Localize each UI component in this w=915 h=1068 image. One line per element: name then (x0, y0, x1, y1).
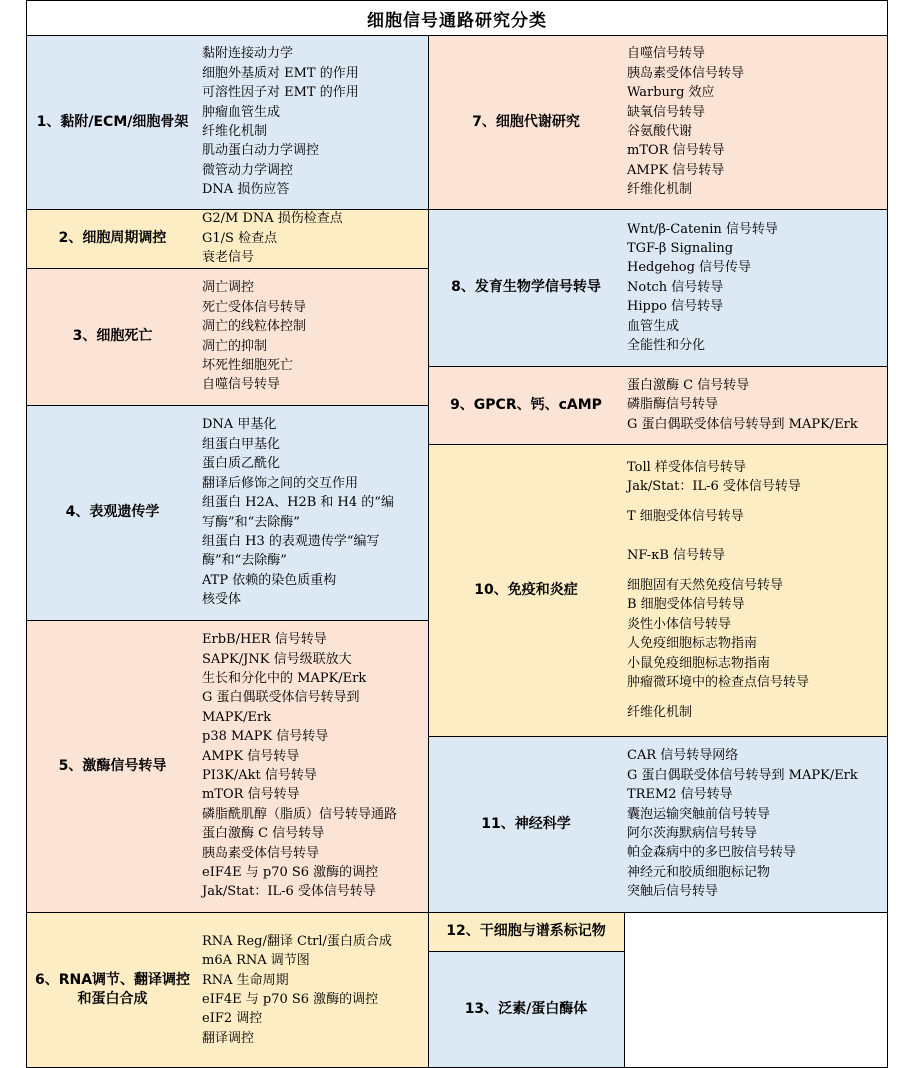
category-items-metabolism (624, 35, 888, 209)
list-item: 黏附连接动力学 (202, 46, 294, 62)
list-item: 人免疫细胞标志物指南 (627, 636, 758, 652)
list-item: RNA Reg/翻译 Ctrl/蛋白质合成 (202, 933, 392, 949)
empty-cell (624, 912, 888, 1068)
list-item: 细胞外基质对 EMT 的作用 (202, 65, 359, 81)
list-item: B 细胞受体信号转导 (627, 597, 745, 613)
list-item: TREM2 信号转导 (627, 787, 733, 803)
list-item: 衰老信号 (202, 250, 255, 266)
list-item: 自噬信号转导 (627, 46, 706, 62)
category-items-epigenetics (199, 405, 428, 620)
list-item: 凋亡的抑制 (202, 338, 268, 354)
category-label-cell-cycle: 2、细胞周期调控 (26, 209, 199, 268)
category-label-metabolism: 7、细胞代谢研究 (428, 35, 624, 209)
list-item: DNA 损伤应答 (202, 182, 290, 198)
list-item: 核受体 (202, 592, 242, 608)
list-item: RNA 生命周期 (202, 972, 289, 988)
list-item: 纤维化机制 (202, 124, 268, 139)
list-item: 肌动蛋白动力学调控 (202, 143, 320, 159)
list-item: Jak/Stat：IL-6 受体信号转导 (627, 479, 801, 495)
list-item: PI3K/Akt 信号转导 (202, 768, 317, 783)
category-label-kinase: 5、激酶信号转导 (26, 620, 199, 912)
list-item: 翻译调控 (202, 1030, 255, 1046)
list-item: 缺氧信号转导 (627, 104, 706, 120)
list-item: 坏死性细胞死亡 (202, 357, 294, 373)
list-item: 组蛋白 H3 的表观遗传学“编写 酶”和“去除酶” (202, 533, 380, 569)
category-items-rna-translation (199, 912, 428, 1068)
list-item: 组蛋白 H2A、H2B 和 H4 的“编 写酶”和“去除酶” (202, 495, 394, 530)
list-item: Warburg 效应 (627, 85, 715, 101)
list-item: 神经元和胶质细胞标记物 (627, 864, 771, 880)
list-item: TGF-β Signaling (627, 240, 734, 256)
list-item: eIF2 调控 (202, 1011, 263, 1027)
list-item: G2/M DNA 损伤检查点 (202, 211, 343, 227)
list-item: NF-κB 信号转导 (627, 548, 726, 564)
list-item: 谷氨酸代谢 (627, 124, 693, 139)
list-item: 磷脂酰肌醇（脂质）信号转导通路 (202, 806, 398, 822)
list-item: 蛋白激酶 C 信号转导 (627, 377, 750, 393)
list-item: 死亡受体信号转导 (202, 299, 307, 315)
category-items-cell-death (199, 268, 428, 405)
list-item: 肿瘤微环境中的检查点信号转导 (627, 675, 810, 691)
list-item: 自噬信号转导 (202, 377, 281, 393)
category-items-development (624, 209, 888, 366)
list-item: 胰岛素受体信号转导 (202, 845, 320, 861)
list-item: 可溶性因子对 EMT 的作用 (202, 85, 359, 101)
list-item: 胰岛素受体信号转导 (627, 65, 745, 81)
category-items-neuroscience (624, 736, 888, 912)
list-item: mTOR 信号转导 (627, 143, 725, 159)
list-item: p38 MAPK 信号转导 (202, 729, 329, 745)
category-label-neuroscience: 11、神经科学 (428, 736, 624, 912)
list-item: 囊泡运输突触前信号转导 (627, 806, 771, 822)
category-label-gpcr: 9、GPCR、钙、cAMP (428, 366, 624, 444)
list-item: 肿瘤血管生成 (202, 104, 281, 120)
list-item: m6A RNA 调节图 (202, 953, 310, 969)
category-label-stem-cell: 12、干细胞与谱系标记物 (428, 912, 624, 951)
list-item: Hedgehog 信号传导 (627, 260, 752, 276)
list-item: Notch 信号转导 (627, 279, 724, 295)
list-item: mTOR 信号转导 (202, 787, 300, 803)
list-item: Toll 样受体信号转导 (627, 459, 746, 475)
list-item: ATP 依赖的染色质重构 (202, 572, 337, 588)
page-title: 细胞信号通路研究分类 (26, 0, 888, 35)
list-item: T 细胞受体信号转导 (627, 508, 744, 524)
list-item: 凋亡的线粒体控制 (202, 319, 307, 335)
list-item: AMPK 信号转导 (202, 748, 300, 764)
category-label-epigenetics: 4、表观遗传学 (26, 405, 199, 620)
list-item: 突触后信号转导 (627, 884, 719, 900)
list-item: 磷脂酶信号转导 (627, 397, 719, 413)
list-item: 血管生成 (627, 318, 680, 334)
list-item: 组蛋白甲基化 (202, 436, 281, 452)
list-item: Hippo 信号转导 (627, 299, 724, 315)
list-item: 细胞固有天然免疫信号转导 (627, 577, 784, 593)
list-item: 蛋白质乙酰化 (202, 456, 281, 472)
list-item: 帕金森病中的多巴胺信号转导 (627, 845, 797, 861)
list-item: 阿尔茨海默病信号转导 (627, 826, 758, 841)
list-item: DNA 甲基化 (202, 417, 277, 433)
list-item: 生长和分化中的 MAPK/Erk (202, 670, 367, 686)
list-item: ErbB/HER 信号转导 (202, 632, 327, 648)
list-item: eIF4E 与 p70 S6 激酶的调控 (202, 992, 379, 1007)
category-items-immunity (624, 444, 888, 736)
category-label-development: 8、发育生物学信号转导 (428, 209, 624, 366)
list-item: G 蛋白偶联受体信号转导到 MAPK/Erk (627, 767, 858, 783)
list-item: G 蛋白偶联受体信号转导到 MAPK/Erk (627, 416, 858, 432)
list-item: 翻译后修饰之间的交互作用 (202, 475, 359, 491)
list-item: 纤维化机制 (627, 704, 693, 720)
category-label-rna-translation: 6、RNA调节、翻译调控 和蛋白合成 (26, 912, 199, 1068)
list-item: 微管动力学调控 (202, 162, 294, 178)
list-item: Wnt/β-Catenin 信号转导 (627, 221, 778, 237)
list-item: 蛋白激酶 C 信号转导 (202, 826, 325, 842)
list-item: eIF4E 与 p70 S6 激酶的调控 (202, 865, 379, 881)
list-item: 凋亡调控 (202, 280, 255, 296)
list-item: G 蛋白偶联受体信号转导到 MAPK/Erk (202, 690, 360, 725)
category-items-adhesion (199, 35, 428, 209)
list-item: 炎性小体信号转导 (627, 616, 732, 632)
list-item: G1/S 检查点 (202, 230, 278, 246)
category-items-gpcr (624, 366, 888, 444)
category-items-cell-cycle (199, 209, 428, 268)
list-item: AMPK 信号转导 (627, 162, 725, 178)
list-item: CAR 信号转导网络 (627, 748, 739, 764)
list-item: Jak/Stat：IL-6 受体信号转导 (202, 884, 376, 900)
category-label-ubiquitin: 13、泛素/蛋白酶体 (428, 951, 624, 1068)
category-label-adhesion: 1、黏附/ECM/细胞骨架 (26, 35, 199, 209)
category-label-immunity: 10、免疫和炎症 (428, 444, 624, 736)
list-item: SAPK/JNK 信号级联放大 (202, 651, 352, 667)
category-items-kinase (199, 620, 428, 912)
category-label-cell-death: 3、细胞死亡 (26, 268, 199, 405)
list-item: 纤维化机制 (627, 182, 693, 198)
list-item: 全能性和分化 (627, 338, 706, 354)
list-item: 小鼠免疫细胞标志物指南 (627, 655, 771, 671)
